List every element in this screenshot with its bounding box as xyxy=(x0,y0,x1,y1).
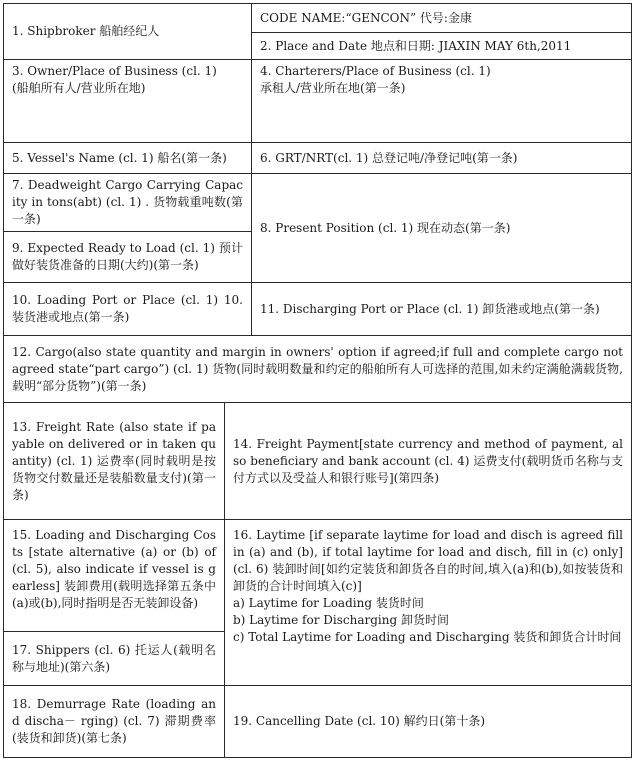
box-18-label: 18. Demurrage Rate (loading and discha－ rging) (cl. 7) 滞期费率(装货和卸货)(第七条) xyxy=(12,697,216,745)
box-1-shipbroker xyxy=(3,3,252,60)
box-6-label: 6. GRT/NRT(cl. 1) 总登记吨/净登记吨(第一条) xyxy=(260,150,518,165)
box-10-loading-port xyxy=(3,282,252,336)
box-3-label-cn: (船舶所有人/营业所在地) xyxy=(12,81,146,95)
code-name-label: CODE NAME:“GENCON” 代号:金康 xyxy=(260,10,472,25)
box-10-label: 10. Loading Port or Place (cl. 1) 10. 装货港或地点(第一条) xyxy=(12,293,243,324)
box-17-label: 17. Shippers (cl. 6) 托运人(载明名称与地址)(第六条) xyxy=(12,642,216,674)
box-6-grt-nrt xyxy=(251,142,632,174)
box-9-label: 9. Expected Ready to Load (cl. 1) 预计做好装货准备的日期(大约)(第一条) xyxy=(12,241,243,272)
box-3-label: 3. Owner/Place of Business (cl. 1) xyxy=(12,64,217,78)
box-12-cargo xyxy=(3,335,632,403)
box-5-label: 5. Vessel's Name (cl. 1) 船名(第一条) xyxy=(12,150,227,165)
box-4-charterers xyxy=(251,59,632,143)
box-2-place-and-date xyxy=(251,32,632,60)
box-3-owner xyxy=(3,59,252,143)
box-8-label: 8. Present Position (cl. 1) 现在动态(第一条) xyxy=(260,220,511,235)
box-11-discharging-port xyxy=(251,282,632,336)
box-14-freight-payment xyxy=(224,402,632,520)
box-16-option-b: b) Laytime for Discharging 卸货时间 xyxy=(233,613,449,627)
box-19-cancelling-date xyxy=(224,685,632,758)
box-13-label: 13. Freight Rate (also state if payable on delivered or in taken quantity) (cl. 1) 运费率(同时载明是按货物交付数量还是装船数量支付)(第一条) xyxy=(12,419,216,502)
box-4-label-cn: 承租人/营业所在地(第一条) xyxy=(260,81,406,95)
box-4-label: 4. Charterers/Place of Business (cl. 1) xyxy=(260,64,491,78)
box-12-label: 12. Cargo(also state quantity and margin in owners' option if agreed;if full and complete cargo not agreed state“part cargo”) (cl. 1) 货物(同时载明数量和约定的船舶所有人可选择的范围,如未约定满舱满载货物,载明“部分货物”)(第一条) xyxy=(12,344,623,393)
box-7-deadweight xyxy=(3,173,252,232)
box-16-label: 16. Laytime [if separate laytime for load and disch is agreed fill in (a) and (b), if total laytime for load and disch, fill in (c) only] (cl. 6) 装卸时间[如约定装货和卸货各自的时间,填入(a)和(b),如按装货和卸货的合计时间填入(c)] xyxy=(233,528,623,593)
box-13-freight-rate xyxy=(3,402,225,520)
code-name-cell xyxy=(251,3,632,33)
box-17-shippers xyxy=(3,631,225,686)
box-18-demurrage-rate xyxy=(3,685,225,758)
box-16-laytime xyxy=(224,519,632,686)
box-16-option-c: c) Total Laytime for Loading and Discharging 装货和卸货合计时间 xyxy=(233,630,622,644)
box-15-label: 15. Loading and Discharging Costs [state alternative (a) or (b) of (cl. 5), also indicate if vessel is gearless] 装卸费用(载明选择第五条中(a)或(b),同时指明是否无装卸设备) xyxy=(12,528,216,610)
box-14-label: 14. Freight Payment[state currency and method of payment, also beneficiary and bank account (cl. 4) 运费支付(载明货币名称与支付方式以及受益人和银行账号](第四条) xyxy=(233,436,623,485)
box-2-label: 2. Place and Date 地点和日期: JIAXIN MAY 6th,2011 xyxy=(260,38,572,53)
box-11-label: 11. Discharging Port or Place (cl. 1) 卸货港或地点(第一条) xyxy=(260,301,600,316)
box-5-vessel-name xyxy=(3,142,252,174)
box-1-label: 1. Shipbroker 船舶经纪人 xyxy=(12,24,160,38)
box-15-loading-discharging-costs xyxy=(3,519,225,632)
box-16-option-a: a) Laytime for Loading 装货时间 xyxy=(233,596,424,610)
box-19-label: 19. Cancelling Date (cl. 10) 解约日(第十条) xyxy=(233,714,486,728)
box-7-label: 7. Deadweight Cargo Carrying Capacity in tons(abt) (cl. 1) . 货物载重吨数(第一条) xyxy=(12,178,243,226)
box-9-expected-ready xyxy=(3,231,252,283)
box-8-present-position xyxy=(251,173,632,283)
